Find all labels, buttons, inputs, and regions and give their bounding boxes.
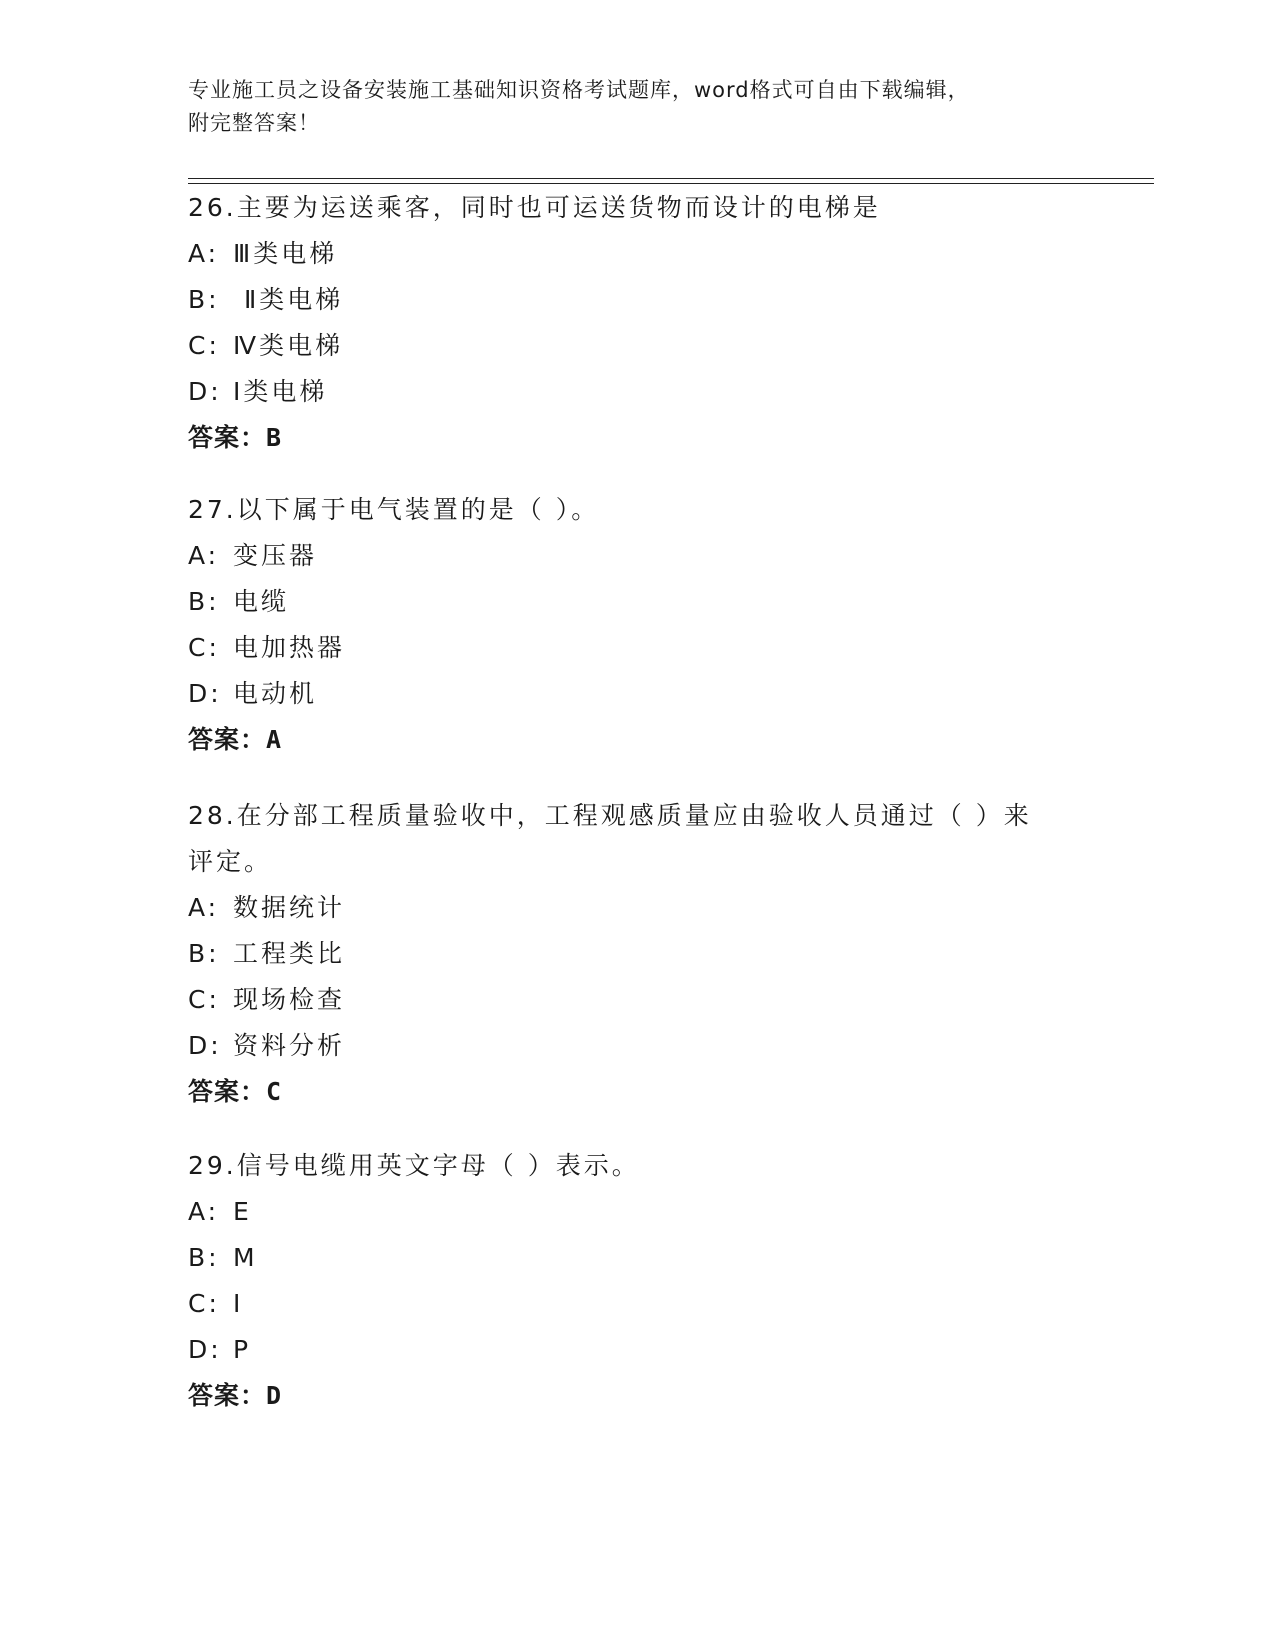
answer-label: 答案：	[188, 1381, 267, 1410]
option-letter: C:	[188, 331, 220, 360]
option-text: 数据统计	[233, 893, 346, 922]
option-letter: B:	[188, 1243, 220, 1272]
option-text: Ⅰ类电梯	[233, 377, 328, 406]
question-stem: 27.以下属于电气装置的是（ ）。	[188, 495, 600, 524]
option-letter: C:	[188, 633, 220, 662]
option-a	[188, 231, 1088, 277]
question-stem: 28.在分部工程质量验收中，工程观感质量应由验收人员通过（ ）来	[188, 801, 1032, 830]
header-line-1: 专业施工员之设备安装施工基础知识资格考试题库，word格式可自由下载编辑，	[188, 78, 970, 102]
option-letter: C:	[188, 985, 220, 1014]
option-d	[188, 369, 1088, 415]
question-27	[188, 487, 1088, 763]
answer-line	[188, 717, 1088, 763]
option-text: Ⅱ类电梯	[233, 285, 344, 314]
answer-line	[188, 1069, 1088, 1115]
option-d	[188, 671, 1088, 717]
option-d	[188, 1327, 1088, 1373]
option-letter: D:	[188, 679, 222, 708]
option-text: P	[233, 1335, 252, 1364]
option-letter: A:	[188, 541, 220, 570]
option-b	[188, 579, 1088, 625]
option-text: 现场检查	[233, 985, 346, 1014]
question-stem: 29.信号电缆用英文字母（ ）表示。	[188, 1151, 640, 1180]
option-a	[188, 1189, 1088, 1235]
question-29	[188, 1143, 1088, 1419]
option-b	[188, 931, 1088, 977]
answer-label: 答案：	[188, 1077, 267, 1106]
question-28	[188, 793, 1088, 1115]
answer-value: C	[266, 1077, 283, 1106]
answer-value: D	[266, 1381, 283, 1410]
option-text: Ⅳ类电梯	[233, 331, 344, 360]
document-header	[188, 74, 1068, 140]
option-c	[188, 977, 1088, 1023]
option-d	[188, 1023, 1088, 1069]
header-divider-bottom	[188, 183, 1154, 184]
answer-line	[188, 1373, 1088, 1419]
option-letter: B:	[188, 587, 220, 616]
option-letter: A:	[188, 1197, 220, 1226]
answer-value: A	[266, 725, 283, 754]
option-a	[188, 885, 1088, 931]
option-text: 变压器	[233, 541, 318, 570]
option-letter: B:	[188, 939, 220, 968]
option-letter: D:	[188, 377, 222, 406]
option-text: 电动机	[233, 679, 318, 708]
option-c	[188, 625, 1088, 671]
option-text: M	[233, 1243, 258, 1272]
option-text: 电缆	[233, 587, 290, 616]
option-letter: D:	[188, 1031, 222, 1060]
question-stem: 26.主要为运送乘客，同时也可运送货物而设计的电梯是	[188, 193, 881, 222]
option-b	[188, 277, 1088, 323]
answer-label: 答案：	[188, 725, 267, 754]
answer-value: B	[266, 423, 283, 452]
option-c	[188, 323, 1088, 369]
option-text: 电加热器	[233, 633, 346, 662]
option-text: 资料分析	[233, 1031, 346, 1060]
option-letter: D:	[188, 1335, 222, 1364]
header-line-2: 附完整答案！	[188, 111, 320, 135]
question-stem-continued: 评定。	[188, 847, 273, 876]
option-letter: A:	[188, 239, 220, 268]
option-text: I	[233, 1289, 244, 1318]
answer-label: 答案：	[188, 423, 267, 452]
option-text: 工程类比	[233, 939, 346, 968]
question-26	[188, 185, 1088, 461]
header-divider-top	[188, 178, 1154, 179]
option-letter: C:	[188, 1289, 220, 1318]
answer-line	[188, 415, 1088, 461]
option-b	[188, 1235, 1088, 1281]
option-a	[188, 533, 1088, 579]
option-letter: A:	[188, 893, 220, 922]
option-letter: B:	[188, 285, 220, 314]
option-text: Ⅲ类电梯	[233, 239, 338, 268]
option-text: E	[233, 1197, 252, 1226]
option-c	[188, 1281, 1088, 1327]
